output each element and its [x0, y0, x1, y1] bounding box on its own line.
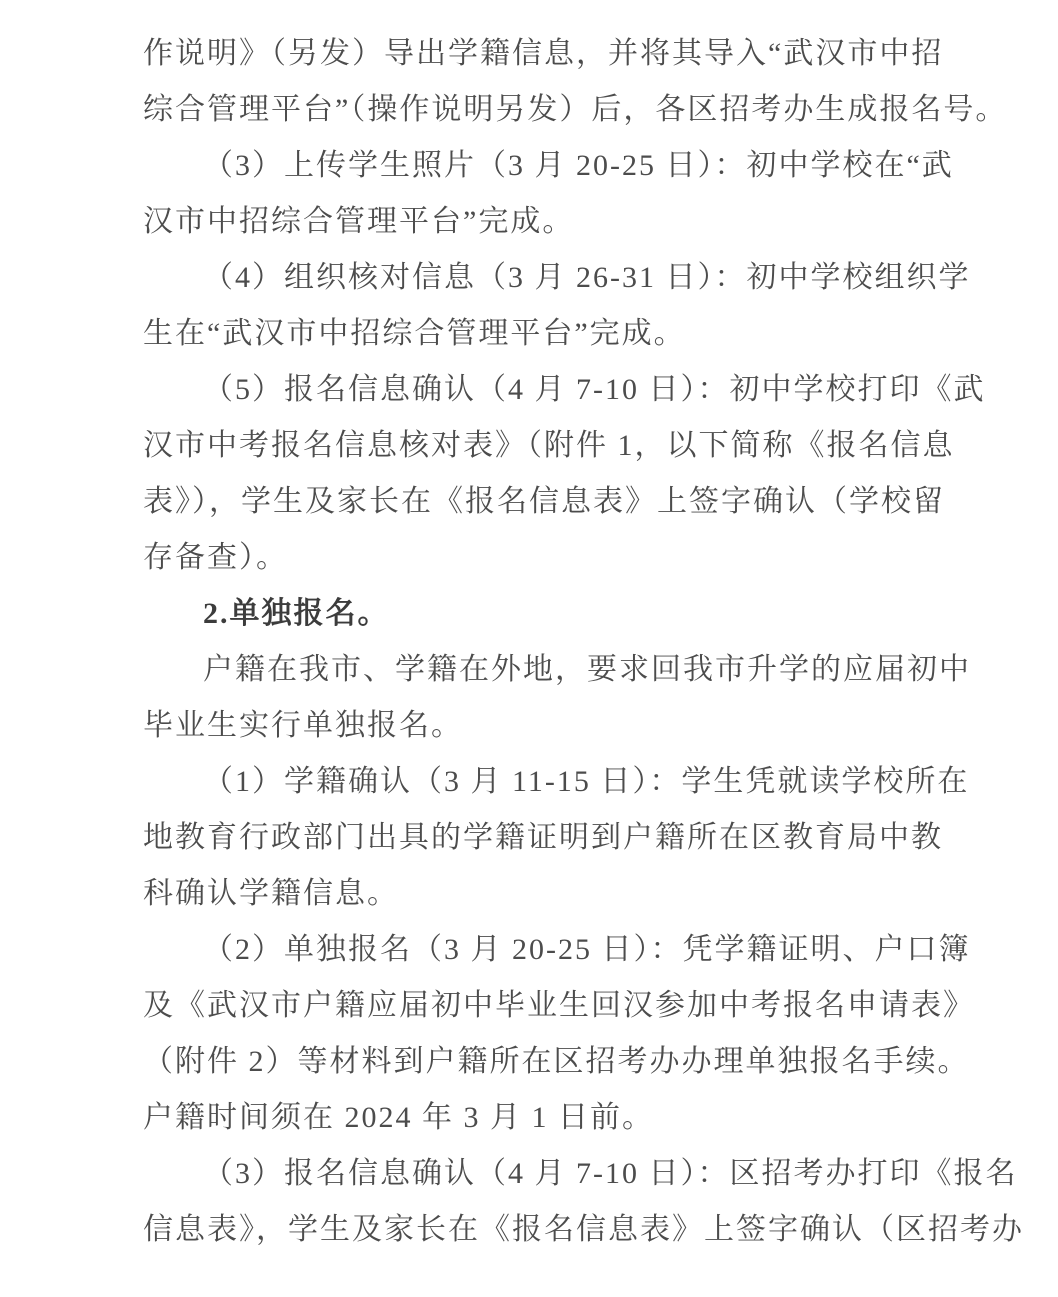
document-line: （1）学籍确认（3 月 11-15 日）：学生凭就读学校所在: [203, 765, 970, 798]
document-line: 综合管理平台”（操作说明另发）后，各区招考办生成报名号。: [143, 93, 1008, 126]
section-heading: 2.单独报名。: [203, 597, 390, 630]
document-line: 户籍时间须在 2024 年 3 月 1 日前。: [143, 1101, 654, 1134]
document-line: 作说明》（另发）导出学籍信息，并将其导入“武汉市中招: [143, 37, 944, 70]
document-line: 及《武汉市户籍应届初中毕业生回汉参加中考报名申请表》: [143, 989, 975, 1022]
document-line: （附件 2）等材料到户籍所在区招考办办理单独报名手续。: [143, 1045, 970, 1078]
document-line: （4）组织核对信息（3 月 26-31 日）：初中学校组织学: [203, 261, 971, 294]
document-line: （5）报名信息确认（4 月 7-10 日）：初中学校打印《武: [203, 373, 986, 406]
document-line: 信息表》，学生及家长在《报名信息表》上签字确认（区招考办: [143, 1213, 1024, 1246]
document-line: 汉市中考报名信息核对表》（附件 1，以下简称《报名信息: [143, 429, 955, 462]
document-line: 户籍在我市、学籍在外地，要求回我市升学的应届初中: [203, 653, 971, 686]
document-line: 汉市中招综合管理平台”完成。: [143, 205, 575, 238]
document-line: （3）报名信息确认（4 月 7-10 日）：区招考办打印《报名: [203, 1157, 1018, 1190]
document-line: （2）单独报名（3 月 20-25 日）：凭学籍证明、户口簿: [203, 933, 971, 966]
document-line: 毕业生实行单独报名。: [143, 709, 463, 742]
document-line: 地教育行政部门出具的学籍证明到户籍所在区教育局中教: [143, 821, 943, 854]
document-line: 存备查）。: [143, 541, 288, 574]
document-line: （3）上传学生照片（3 月 20-25 日）：初中学校在“武: [203, 149, 954, 182]
document-line: 生在“武汉市中招综合管理平台”完成。: [143, 317, 686, 350]
document-line: 科确认学籍信息。: [143, 877, 399, 910]
document-line: 表》），学生及家长在《报名信息表》上签字确认（学校留: [143, 485, 945, 518]
